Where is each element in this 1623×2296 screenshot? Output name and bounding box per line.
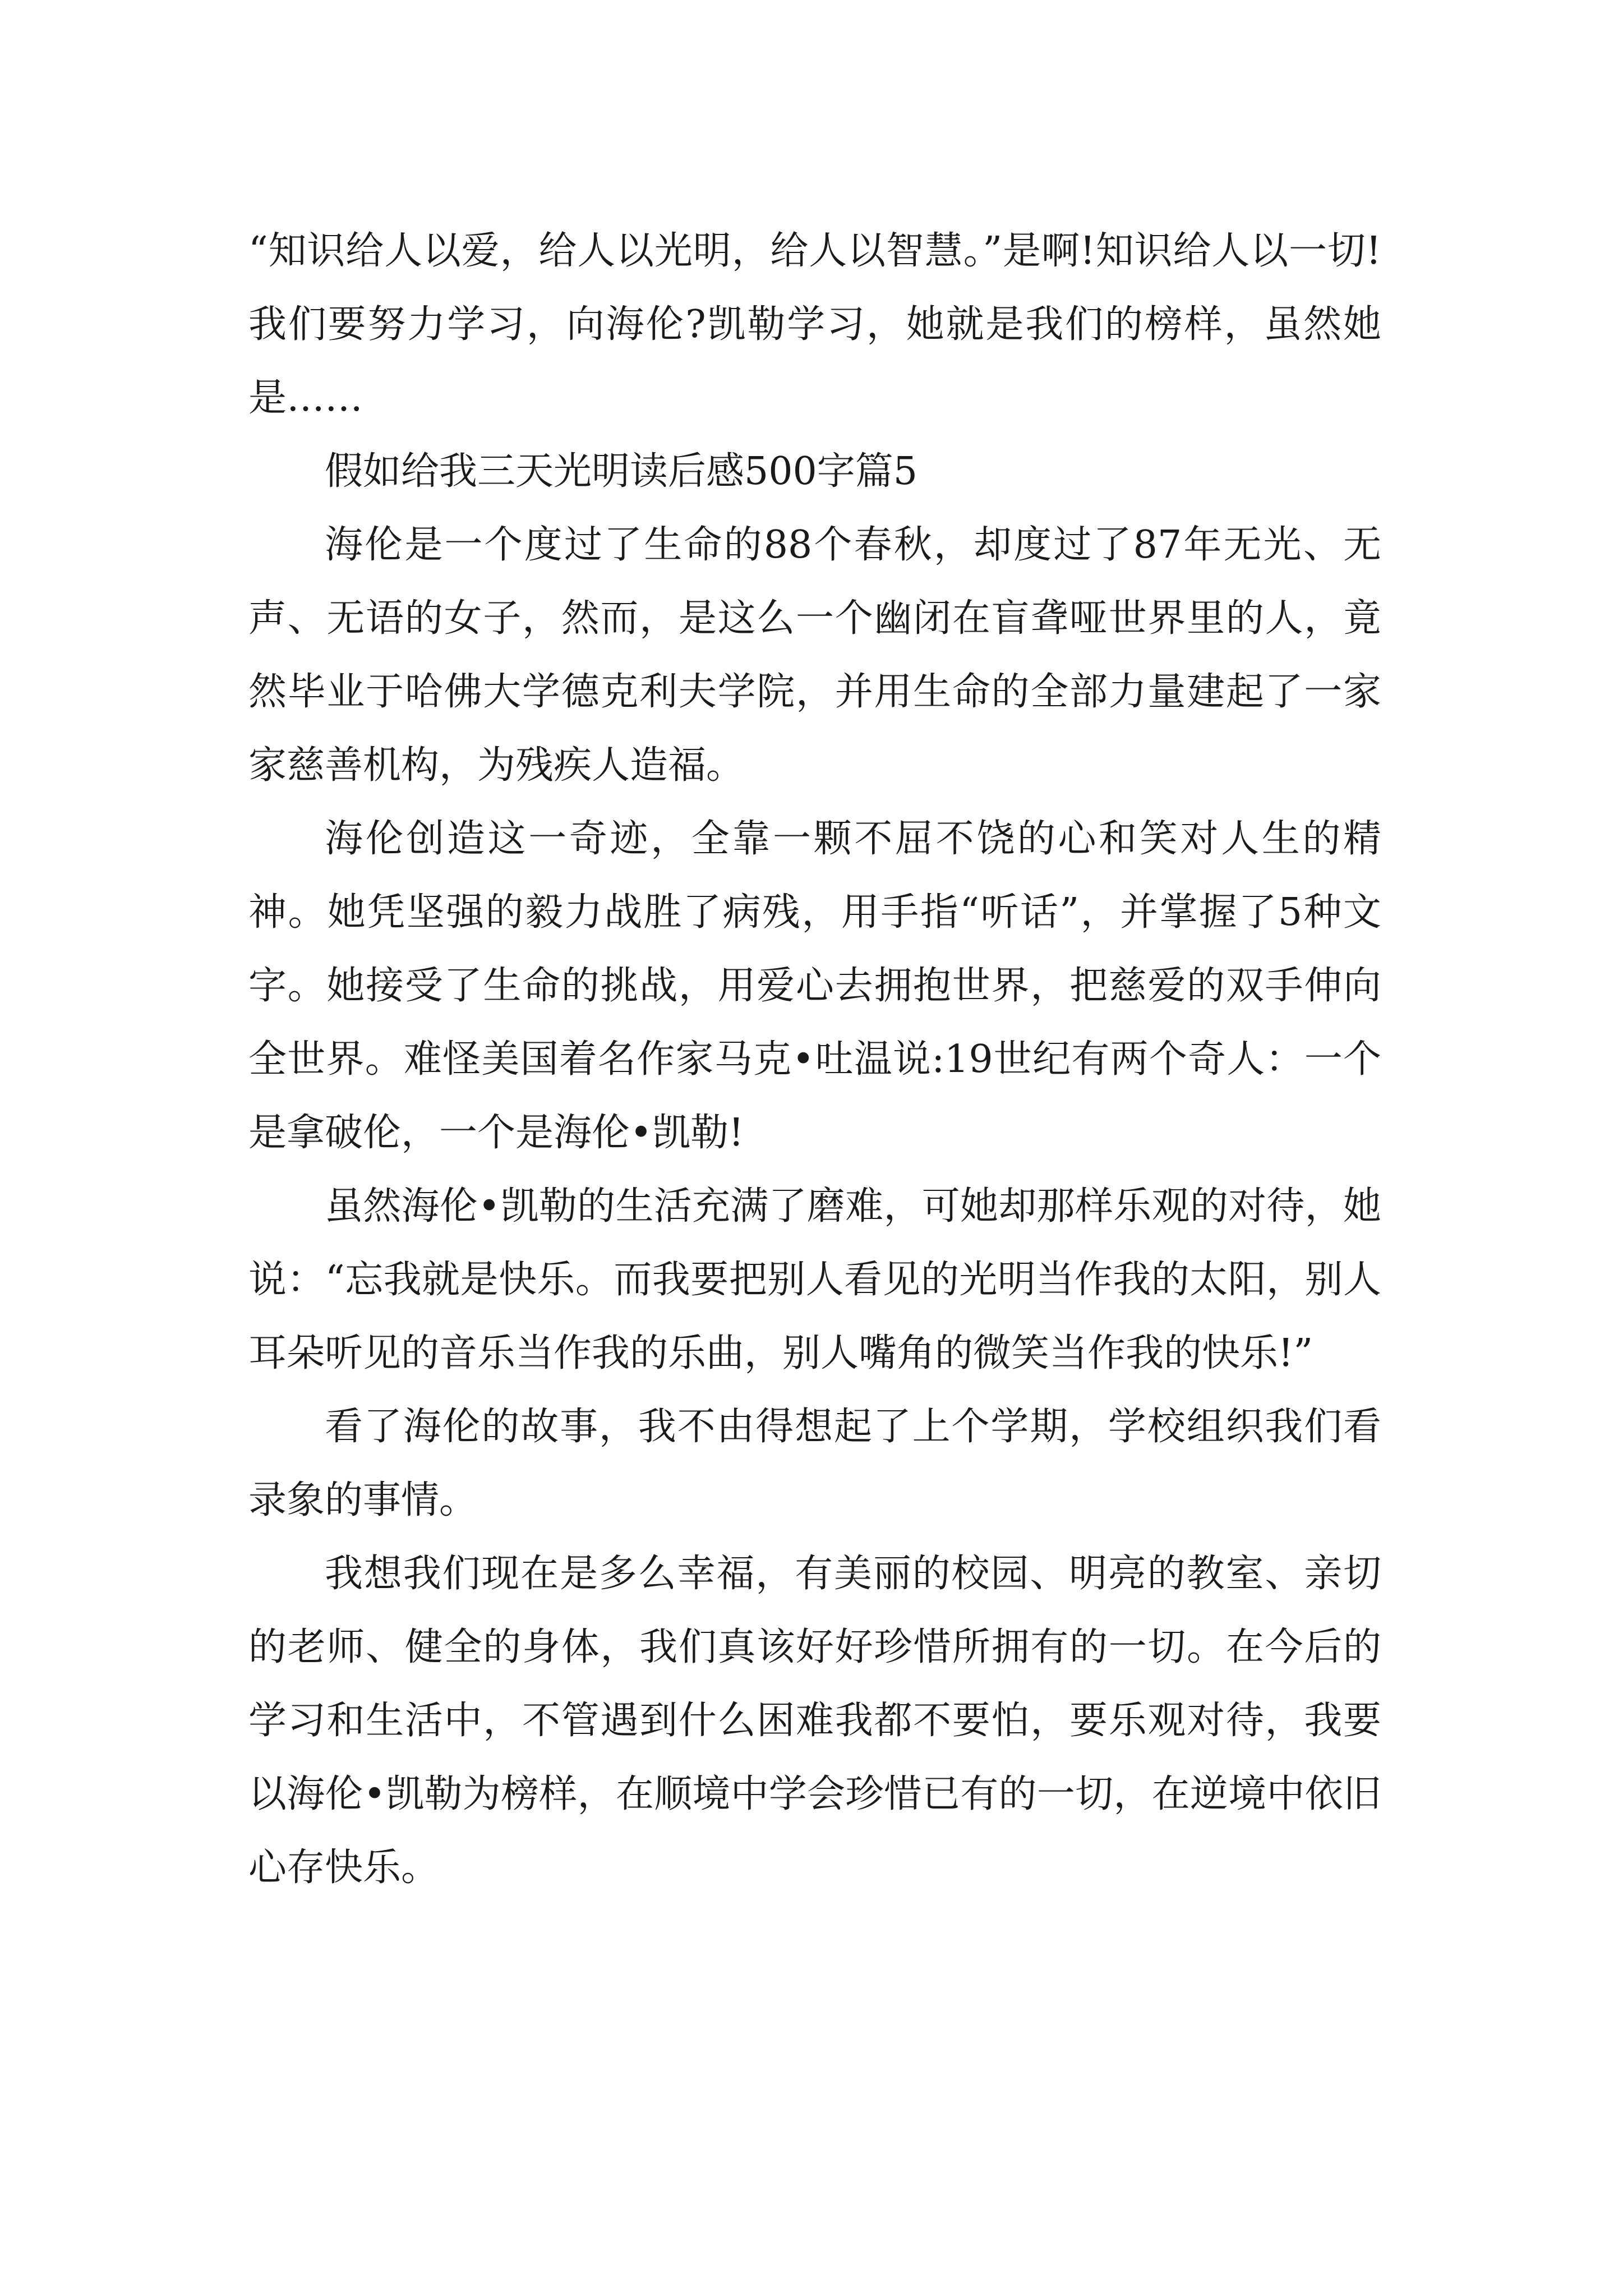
section-title: 假如给我三天光明读后感500字篇5: [325, 449, 918, 494]
body-paragraph-5: 我想我们现在是多么幸福，有美丽的校园、明亮的教室、亲切的老师、健全的身体，我们真该好好珍惜所拥有的一切。在今后的学习和生活中，不管遇到什么困难我都不要怕，要乐观对待，我要以海伦•凯勒为榜样，在顺境中学会珍惜已有的一切，在逆境中依旧心存快乐。: [248, 1552, 1381, 1890]
body-paragraph-4: 看了海伦的故事，我不由得想起了上个学期，学校组织我们看录象的事情。: [248, 1405, 1381, 1522]
intro-paragraph: “知识给人以爱，给人以光明，给人以智慧。”是啊!知识给人以一切!我们要努力学习，向海伦?凯勒学习，她就是我们的榜样，虽然她是……: [248, 229, 1381, 420]
document-body: [248, 214, 1381, 1904]
body-paragraph-1: 海伦是一个度过了生命的88个春秋，却度过了87年无光、无声、无语的女子，然而，是这么一个幽闭在盲聋哑世界里的人，竟然毕业于哈佛大学德克利夫学院，并用生命的全部力量建起了一家家慈善机构，为残疾人造福。: [248, 523, 1381, 788]
body-paragraph-2: 海伦创造这一奇迹，全靠一颗不屈不饶的心和笑对人生的精神。她凭坚强的毅力战胜了病残，用手指“听话”，并掌握了5种文字。她接受了生命的挑战，用爱心去拥抱世界，把慈爱的双手伸向全世界。难怪美国着名作家马克•吐温说:19世纪有两个奇人：一个是拿破伦，一个是海伦•凯勒!: [248, 817, 1381, 1155]
body-paragraph-3: 虽然海伦•凯勒的生活充满了磨难，可她却那样乐观的对待，她说：“忘我就是快乐。而我要把别人看见的光明当作我的太阳，别人耳朵听见的音乐当作我的乐曲，别人嘴角的微笑当作我的快乐!”: [248, 1184, 1381, 1375]
